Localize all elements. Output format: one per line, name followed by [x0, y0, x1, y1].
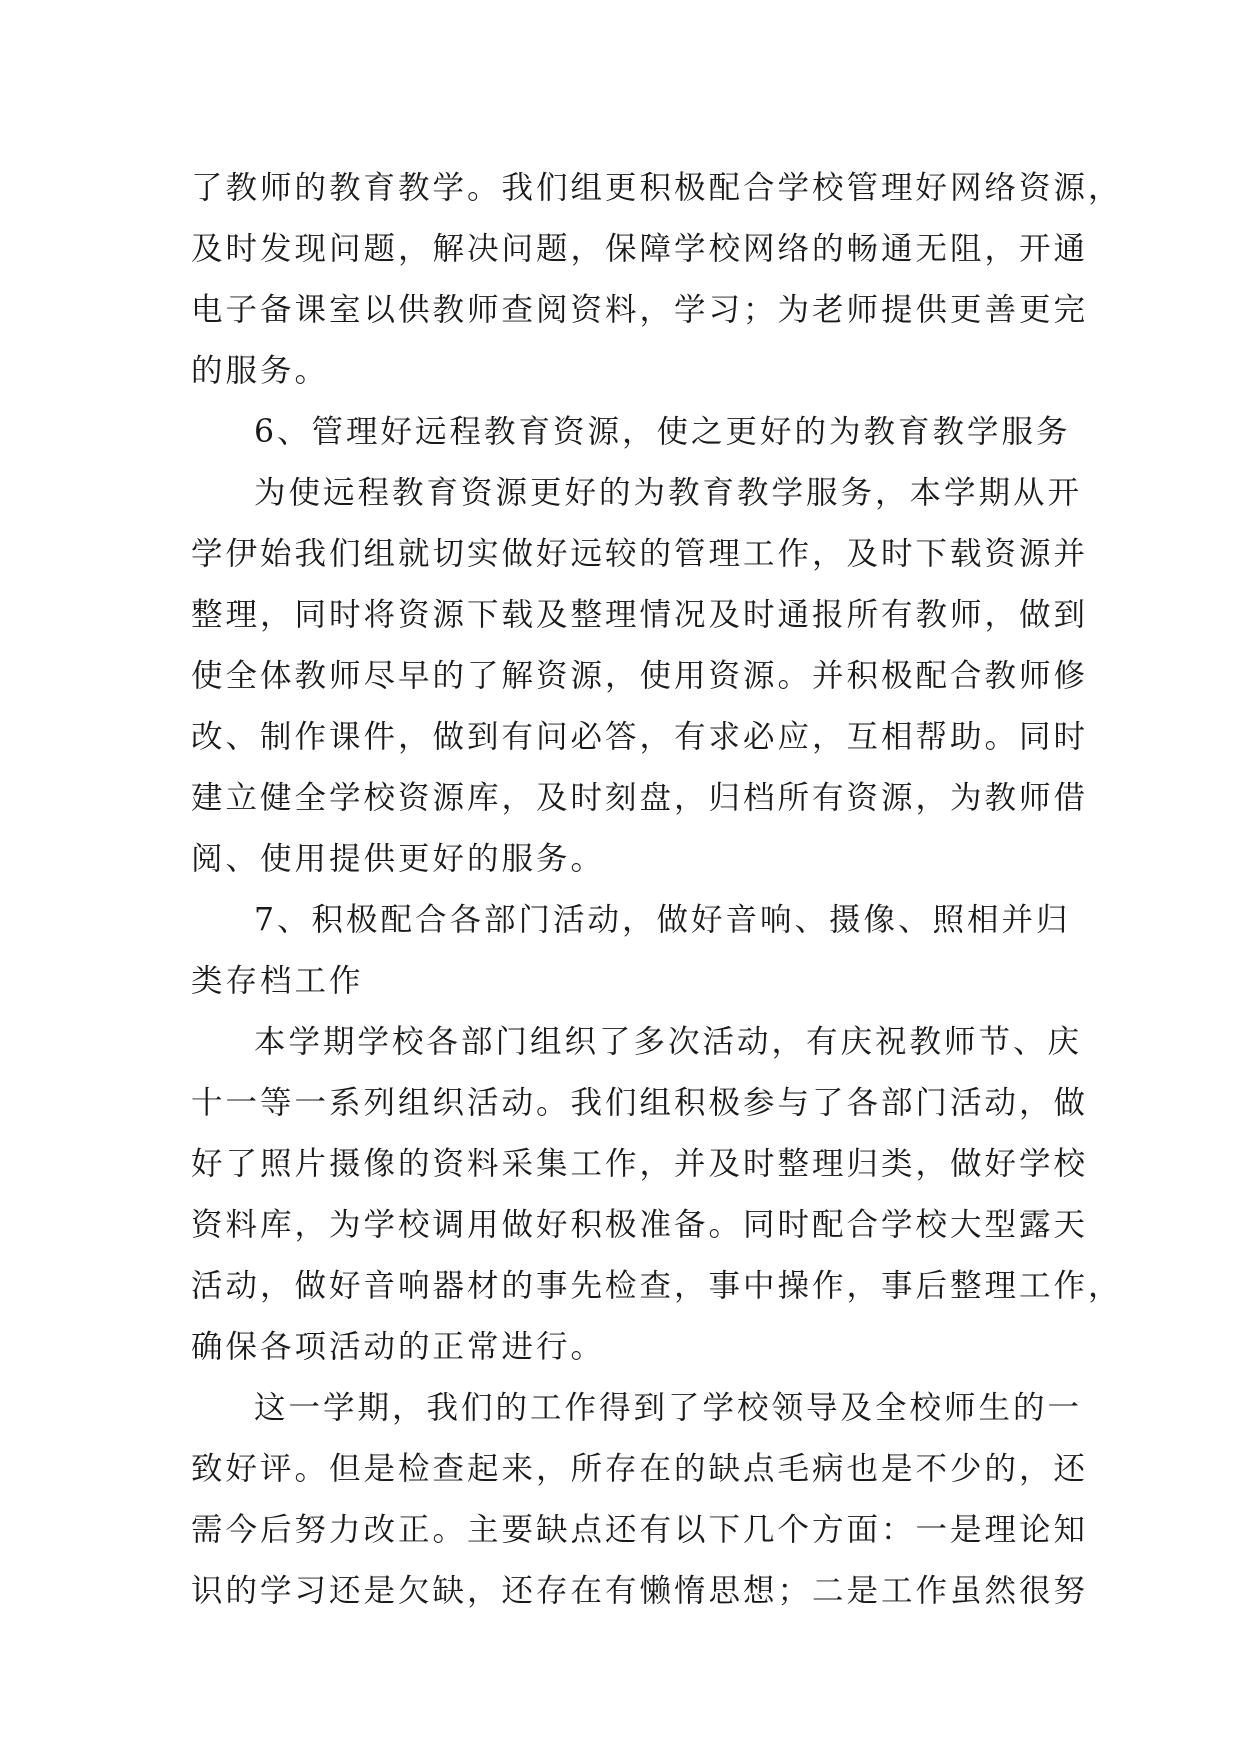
- text-line: 需今后努力改正。主要缺点还有以下几个方面：一是理论知: [191, 1512, 1089, 1548]
- text-line: 确保各项活动的正常进行。: [191, 1329, 606, 1365]
- text-line: 电子备课室以供教师查阅资料，学习；为老师提供更善更完: [191, 292, 1089, 328]
- text-line: 识的学习还是欠缺，还存在有懒惰思想；二是工作虽然很努: [191, 1573, 1089, 1609]
- section-heading-6: 6、管理好远程教育资源，使之更好的为教育教学服务: [254, 414, 1071, 450]
- text-line: 使全体教师尽早的了解资源，使用资源。并积极配合教师修: [191, 658, 1089, 694]
- text-line: 了教师的教育教学。我们组更积极配合学校管理好网络资源，: [191, 170, 1123, 206]
- text-line: 建立健全学校资源库，及时刻盘，归档所有资源，为教师借: [191, 780, 1089, 816]
- text-line: 资料库，为学校调用做好积极准备。同时配合学校大型露天: [191, 1207, 1089, 1243]
- text-line: 学伊始我们组就切实做好远较的管理工作，及时下载资源并: [191, 536, 1089, 572]
- document-body: [191, 158, 1123, 1622]
- text-line: 的服务。: [191, 353, 330, 389]
- text-line: 本学期学校各部门组织了多次活动，有庆祝教师节、庆: [254, 1024, 1083, 1060]
- text-line: 整理，同时将资源下载及整理情况及时通报所有教师，做到: [191, 597, 1089, 633]
- text-line: 类存档工作: [191, 963, 364, 999]
- text-line: 及时发现问题，解决问题，保障学校网络的畅通无阻，开通: [191, 231, 1089, 267]
- text-line: 改、制作课件，做到有问必答，有求必应，互相帮助。同时: [191, 719, 1089, 755]
- text-line: 这一学期，我们的工作得到了学校领导及全校师生的一: [254, 1390, 1083, 1426]
- text-line: 阅、使用提供更好的服务。: [191, 841, 606, 877]
- section-heading-7: 7、积极配合各部门活动，做好音响、摄像、照相并归: [254, 902, 1071, 938]
- text-line: 十一等一系列组织活动。我们组积极参与了各部门活动，做: [191, 1085, 1089, 1121]
- text-line: 好了照片摄像的资料采集工作，并及时整理归类，做好学校: [191, 1146, 1089, 1182]
- text-line: 活动，做好音响器材的事先检查，事中操作，事后整理工作，: [191, 1268, 1123, 1304]
- text-line: 致好评。但是检查起来，所存在的缺点毛病也是不少的，还: [191, 1451, 1089, 1487]
- text-line: 为使远程教育资源更好的为教育教学服务，本学期从开: [254, 475, 1083, 511]
